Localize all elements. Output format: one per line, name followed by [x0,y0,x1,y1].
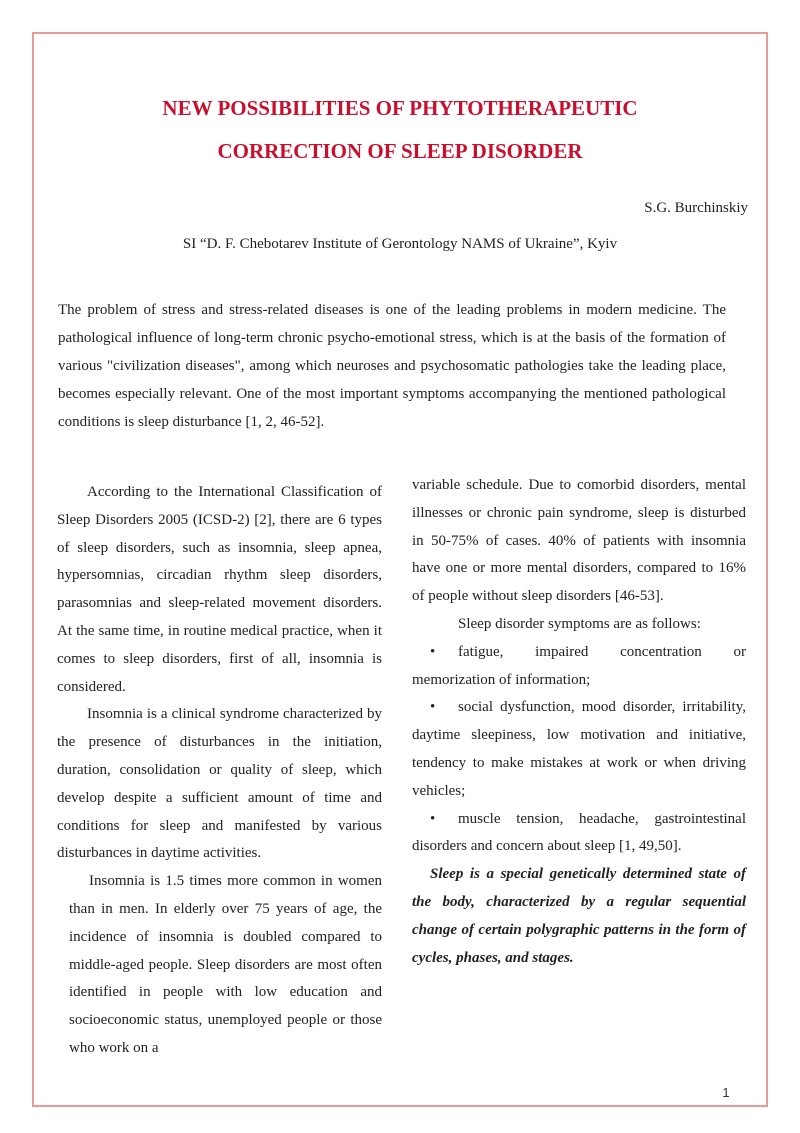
bullet-text: muscle tension, headache, gastrointestinal disorders and concern about sleep [1, 49,50]. [412,810,746,855]
bullet-marker: • [430,810,436,827]
bullet-item [412,806,746,862]
left-column [57,479,382,1063]
bullet-marker: • [430,699,436,716]
right-column [412,472,746,972]
bullet-text: fatigue, impaired concentration or memorization of information; [412,643,746,688]
title-line-1: NEW POSSIBILITIES OF PHYTOTHERAPEUTIC [162,96,638,120]
title-line-2: CORRECTION OF SLEEP DISORDER [217,139,583,163]
sleep-definition: Sleep is a special genetically determined state of the body, characterized by a regular sequential change of certain polygraphic patterns in the form of cycles, phases, and stages. [412,866,746,966]
bullet-marker: • [430,643,436,660]
bullet-item [412,639,746,695]
paragraph-insomnia-prevalence: Insomnia is 1.5 times more common in women than in men. In elderly over 75 years of age, the incidence of insomnia is doubled compared to middle-aged people. Sleep disorders are most often identified in people with low education and socioeconomic status, unemployed people or those who work on a [69,873,382,1056]
page-number: 1 [722,1085,730,1100]
symptoms-intro: Sleep disorder symptoms are as follows: [458,615,701,632]
paragraph-insomnia-definition: Insomnia is a clinical syndrome characterized by the presence of disturbances in the initiation, duration, consolidation or quality of sleep, which develop despite a sufficient amount of time and conditions for sleep and manifested by various disturbances in daytime activities. [57,706,382,862]
bullet-text: social dysfunction, mood disorder, irritability, daytime sleepiness, low motivation and initiative, tendency to make mistakes at work or when driving vehicles; [412,699,746,799]
abstract: The problem of stress and stress-related diseases is one of the leading problems in modern medicine. The pathological influence of long-term chronic psycho-emotional stress, which is at the basis of the formation of various "civilization diseases", among which neuroses and psychosomatic pathologies take the leading place, becomes especially relevant. One of the most important symptoms accompanying the mentioned pathological conditions is sleep disturbance [1, 2, 46-52]. [58,302,726,430]
author: S.G. Burchinskiy [644,200,748,216]
paragraph-continuation: variable schedule. Due to comorbid disorders, mental illnesses or chronic pain syndrome, sleep is disturbed in 50-75% of cases. 40% of patients with insomnia have one or more mental disorders, compared to 16% of people without sleep disorders [46-53]. [412,477,746,605]
affiliation: SI “D. F. Chebotarev Institute of Gerontology NAMS of Ukraine”, Kyiv [182,236,618,252]
bullet-item [412,694,746,805]
paragraph-icsd: According to the International Classification of Sleep Disorders 2005 (ICSD-2) [2], there are 6 types of sleep disorders, such as insomnia, sleep apnea, hypersomnias, circadian rhythm sleep disorders, parasomnias and sleep-related movement disorders. At the same time, in routine medical practice, when it comes to sleep disorders, first of all, insomnia is considered. [57,484,382,695]
